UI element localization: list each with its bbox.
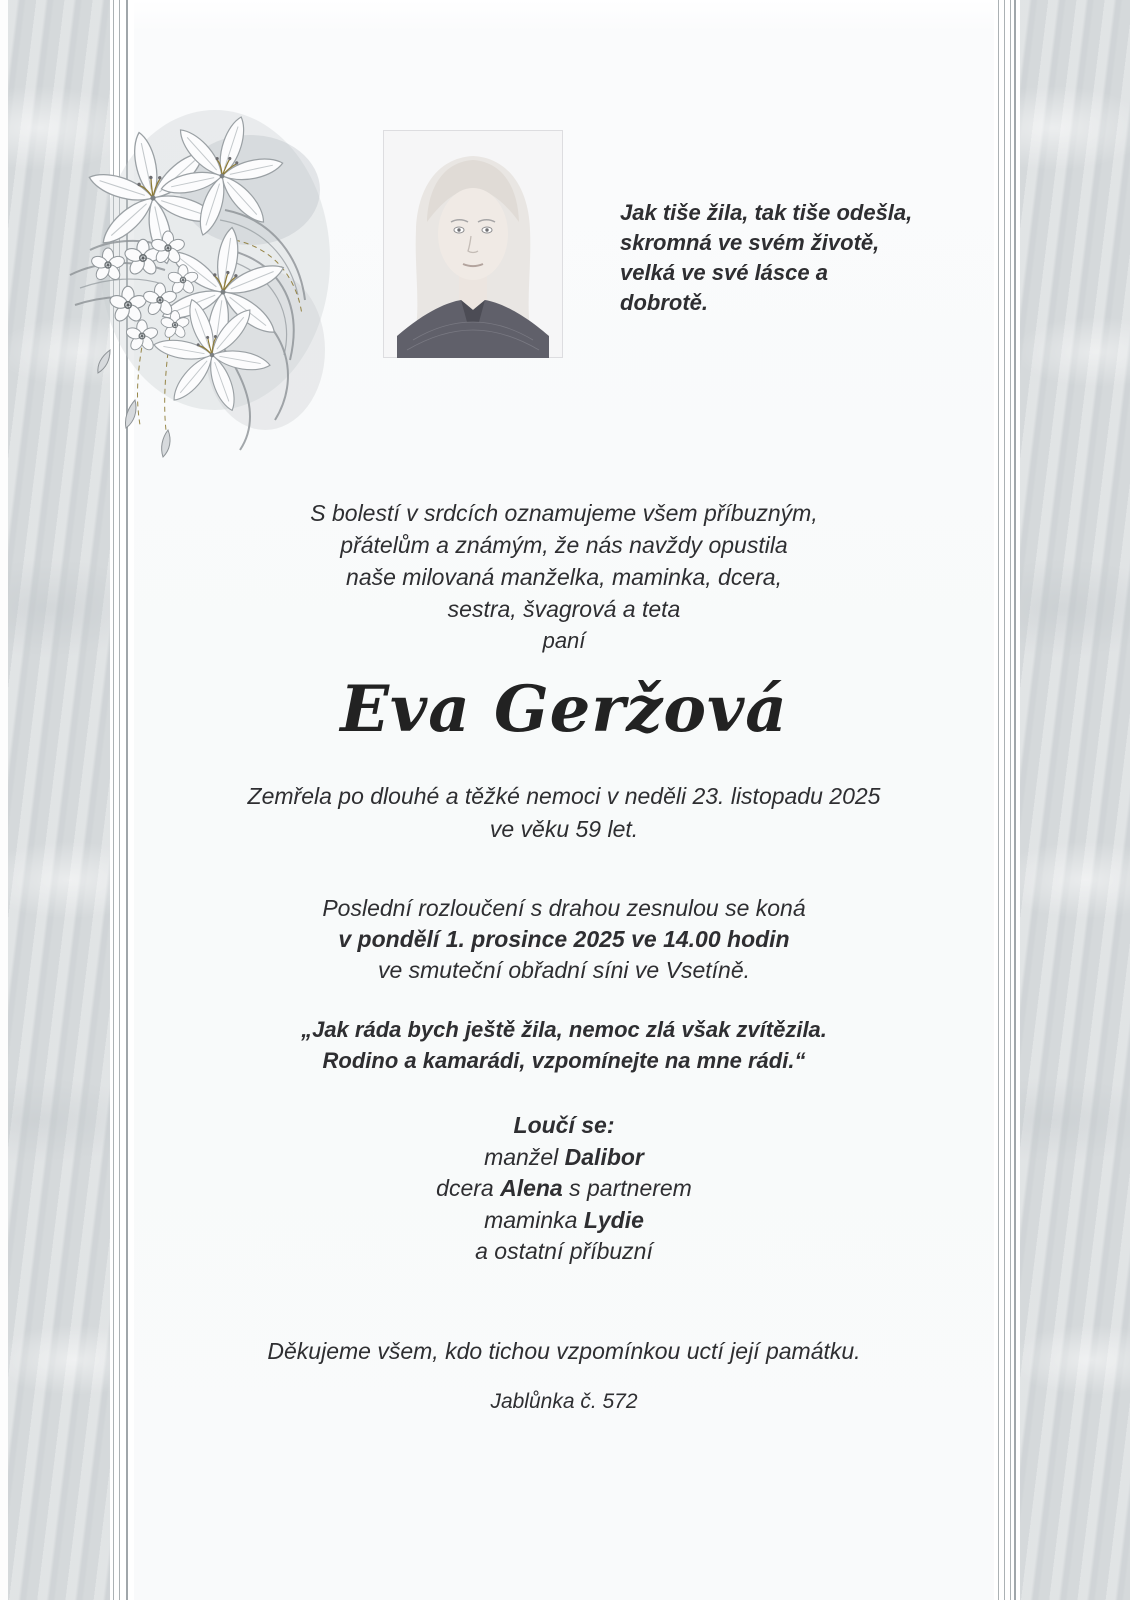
rule-line bbox=[1010, 0, 1011, 1600]
rule-line bbox=[998, 0, 999, 1600]
relation-suffix: s partnerem bbox=[562, 1175, 692, 1201]
death-info-line: Zemřela po dlouhé a těžké nemoci v neděli 23. listopadu 2025 bbox=[247, 783, 881, 809]
farewell-section bbox=[134, 1110, 994, 1268]
border-gutter-right bbox=[994, 0, 1020, 1600]
deceased-name: Eva Geržová bbox=[340, 672, 788, 747]
relative-name: Dalibor bbox=[564, 1143, 644, 1170]
rule-line bbox=[1014, 0, 1016, 1600]
thanks-line: Děkujeme všem, kdo tichou vzpomínkou uctí její památku. bbox=[267, 1338, 861, 1364]
personal-quote bbox=[134, 1014, 994, 1076]
honorific: paní bbox=[542, 628, 586, 653]
relation-label: manžel bbox=[484, 1143, 565, 1170]
death-info-line: ve věku 59 let. bbox=[489, 816, 639, 842]
funeral-info bbox=[134, 893, 994, 986]
announcement-line: přátelům a známým, že nás navždy opustila bbox=[340, 532, 788, 558]
relation-label: dcera bbox=[436, 1175, 501, 1201]
farewell-line bbox=[134, 1205, 994, 1237]
quote-line: Rodino a kamarádi, vzpomínejte na mne rádi.“ bbox=[322, 1048, 806, 1073]
address-line: Jablůnka č. 572 bbox=[490, 1390, 638, 1413]
funeral-place: ve smuteční obřadní síni ve Vsetíně. bbox=[377, 957, 751, 983]
relation-label: maminka bbox=[484, 1206, 584, 1233]
epitaph-quote bbox=[620, 198, 920, 318]
scan-edge bbox=[0, 0, 8, 1600]
epitaph-line: skromná ve svém životě, bbox=[620, 230, 880, 255]
death-info bbox=[134, 780, 994, 846]
announcement-line: naše milovaná manželka, maminka, dcera, bbox=[346, 564, 782, 590]
quote-line: „Jak ráda bych ještě žila, nemoc zlá však zvítězila. bbox=[301, 1017, 827, 1042]
farewell-line bbox=[134, 1142, 994, 1174]
flower-bouquet-illustration bbox=[50, 100, 330, 470]
announcement-line: sestra, švagrová a teta bbox=[447, 596, 681, 622]
marble-border-right bbox=[1020, 0, 1130, 1600]
funeral-date-time: v pondělí 1. prosince 2025 ve 14.00 hodin bbox=[338, 926, 790, 952]
farewell-title: Loučí se: bbox=[513, 1112, 615, 1138]
farewell-line: a ostatní příbuzní bbox=[475, 1238, 653, 1264]
relative-name: Lydie bbox=[583, 1206, 644, 1233]
epitaph-line: Jak tiše žila, tak tiše odešla, bbox=[620, 200, 913, 225]
portrait-photo bbox=[383, 130, 563, 358]
announcement-text bbox=[134, 497, 994, 625]
rule-line bbox=[1004, 0, 1005, 1600]
farewell-line bbox=[134, 1173, 994, 1205]
relative-name: Alena bbox=[500, 1175, 563, 1201]
announcement-line: S bolestí v srdcích oznamujeme všem příbuzným, bbox=[310, 500, 818, 526]
epitaph-line: velká ve své lásce a dobrotě. bbox=[620, 260, 828, 315]
funeral-info-line: Poslední rozloučení s drahou zesnulou se koná bbox=[322, 895, 806, 921]
